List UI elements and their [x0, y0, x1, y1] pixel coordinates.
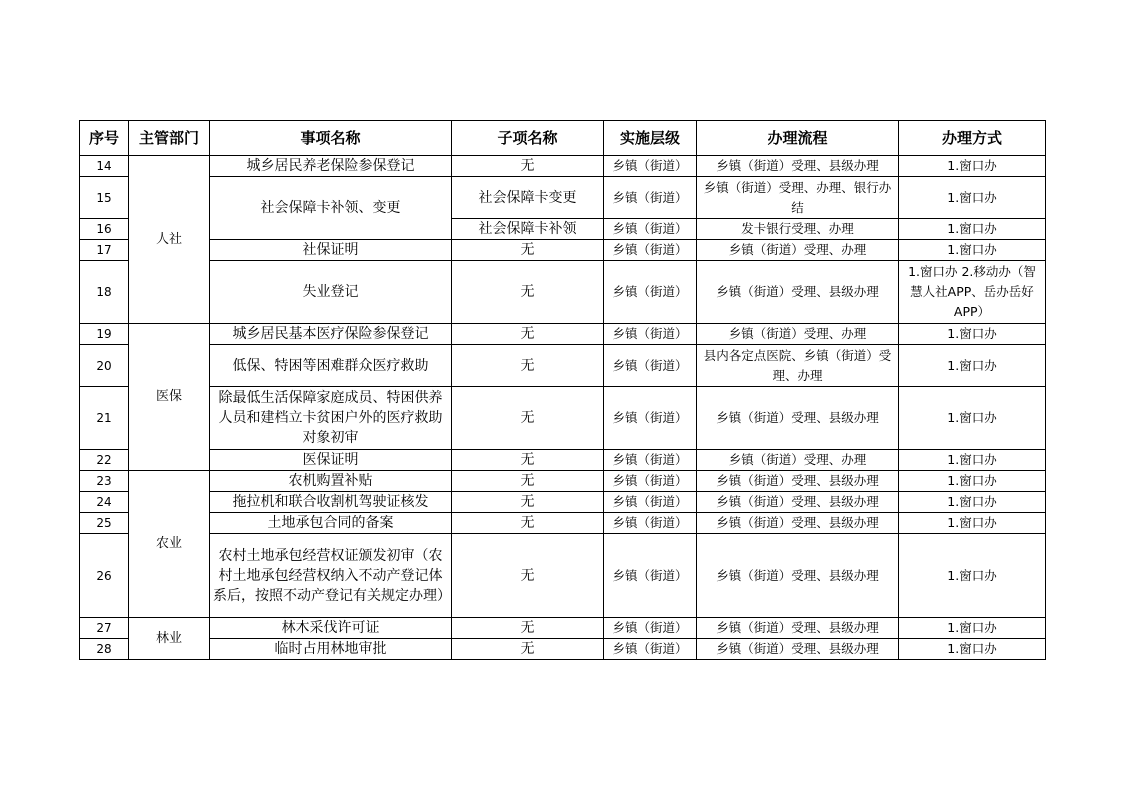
table-row [80, 156, 1046, 177]
row-seq: 24 [80, 492, 129, 513]
row-sub: 无 [452, 639, 604, 660]
row-level: 乡镇（街道） [604, 240, 697, 261]
row-item: 拖拉机和联合收割机驾驶证核发 [210, 492, 452, 513]
row-sub: 无 [452, 156, 604, 177]
row-mode: 1.窗口办 [899, 345, 1046, 387]
row-sub: 无 [452, 345, 604, 387]
row-level: 乡镇（街道） [604, 177, 697, 219]
header-item: 事项名称 [210, 121, 452, 156]
row-flow: 乡镇（街道）受理、县级办理 [697, 534, 899, 618]
table-row [80, 513, 1046, 534]
row-mode: 1.窗口办 [899, 450, 1046, 471]
row-seq: 28 [80, 639, 129, 660]
header-dept: 主管部门 [129, 121, 210, 156]
row-seq: 22 [80, 450, 129, 471]
row-mode: 1.窗口办 [899, 156, 1046, 177]
dept-cell: 医保 [129, 324, 210, 471]
row-item: 城乡居民养老保险参保登记 [210, 156, 452, 177]
row-level: 乡镇（街道） [604, 387, 697, 450]
row-mode: 1.窗口办 [899, 513, 1046, 534]
row-level: 乡镇（街道） [604, 219, 697, 240]
row-flow: 乡镇（街道）受理、办理、银行办结 [697, 177, 899, 219]
header-seq: 序号 [80, 121, 129, 156]
row-mode: 1.窗口办 [899, 387, 1046, 450]
row-level: 乡镇（街道） [604, 471, 697, 492]
row-seq: 19 [80, 324, 129, 345]
row-seq: 16 [80, 219, 129, 240]
row-level: 乡镇（街道） [604, 513, 697, 534]
row-level: 乡镇（街道） [604, 618, 697, 639]
row-flow: 乡镇（街道）受理、县级办理 [697, 471, 899, 492]
row-seq: 14 [80, 156, 129, 177]
table-row [80, 471, 1046, 492]
table-row [80, 261, 1046, 324]
header-mode: 办理方式 [899, 121, 1046, 156]
row-mode: 1.窗口办 [899, 534, 1046, 618]
row-flow: 乡镇（街道）受理、办理 [697, 240, 899, 261]
row-seq: 27 [80, 618, 129, 639]
row-flow: 乡镇（街道）受理、办理 [697, 324, 899, 345]
row-seq: 20 [80, 345, 129, 387]
row-item: 城乡居民基本医疗保险参保登记 [210, 324, 452, 345]
row-flow: 乡镇（街道）受理、县级办理 [697, 513, 899, 534]
row-mode: 1.窗口办 [899, 618, 1046, 639]
row-mode: 1.窗口办 [899, 492, 1046, 513]
row-sub: 无 [452, 534, 604, 618]
table-row [80, 618, 1046, 639]
row-flow: 乡镇（街道）受理、县级办理 [697, 387, 899, 450]
table-row [80, 492, 1046, 513]
table-row [80, 387, 1046, 450]
row-mode: 1.窗口办 [899, 219, 1046, 240]
row-seq: 23 [80, 471, 129, 492]
row-level: 乡镇（街道） [604, 261, 697, 324]
row-flow: 乡镇（街道）受理、办理 [697, 450, 899, 471]
header-flow: 办理流程 [697, 121, 899, 156]
row-flow: 乡镇（街道）受理、县级办理 [697, 156, 899, 177]
row-item: 低保、特困等困难群众医疗救助 [210, 345, 452, 387]
row-sub: 社会保障卡变更 [452, 177, 604, 219]
row-seq: 21 [80, 387, 129, 450]
row-mode: 1.窗口办 [899, 240, 1046, 261]
row-level: 乡镇（街道） [604, 534, 697, 618]
table-row [80, 639, 1046, 660]
row-mode: 1.窗口办 [899, 639, 1046, 660]
row-sub: 无 [452, 513, 604, 534]
row-sub: 无 [452, 471, 604, 492]
row-item: 农村土地承包经营权证颁发初审（农村土地承包经营权纳入不动产登记体系后，按照不动产登记有关规定办理） [210, 534, 452, 618]
row-item: 临时占用林地审批 [210, 639, 452, 660]
row-item: 社保证明 [210, 240, 452, 261]
table-row [80, 450, 1046, 471]
table-row [80, 345, 1046, 387]
row-mode: 1.窗口办 [899, 471, 1046, 492]
dept-cell: 人社 [129, 156, 210, 324]
row-sub: 社会保障卡补领 [452, 219, 604, 240]
row-level: 乡镇（街道） [604, 450, 697, 471]
row-seq: 26 [80, 534, 129, 618]
row-item: 林木采伐许可证 [210, 618, 452, 639]
row-sub: 无 [452, 324, 604, 345]
row-seq: 15 [80, 177, 129, 219]
row-sub: 无 [452, 492, 604, 513]
row-sub: 无 [452, 387, 604, 450]
row-item: 社会保障卡补领、变更 [210, 177, 452, 240]
table-row [80, 177, 1046, 219]
row-flow: 乡镇（街道）受理、县级办理 [697, 639, 899, 660]
row-flow: 乡镇（街道）受理、县级办理 [697, 261, 899, 324]
row-sub: 无 [452, 618, 604, 639]
row-sub: 无 [452, 240, 604, 261]
row-item: 失业登记 [210, 261, 452, 324]
row-seq: 18 [80, 261, 129, 324]
table-row [80, 240, 1046, 261]
row-mode: 1.窗口办 [899, 177, 1046, 219]
row-sub: 无 [452, 261, 604, 324]
row-item: 农机购置补贴 [210, 471, 452, 492]
dept-cell: 林业 [129, 618, 210, 660]
header-level: 实施层级 [604, 121, 697, 156]
row-item: 除最低生活保障家庭成员、特困供养人员和建档立卡贫困户外的医疗救助对象初审 [210, 387, 452, 450]
row-level: 乡镇（街道） [604, 345, 697, 387]
row-sub: 无 [452, 450, 604, 471]
row-mode: 1.窗口办 2.移动办（智慧人社APP、岳办岳好APP） [899, 261, 1046, 324]
service-items-table [79, 120, 1046, 660]
row-seq: 25 [80, 513, 129, 534]
dept-cell: 农业 [129, 471, 210, 618]
row-level: 乡镇（街道） [604, 639, 697, 660]
table-row [80, 324, 1046, 345]
row-item: 医保证明 [210, 450, 452, 471]
table-row [80, 534, 1046, 618]
row-flow: 县内各定点医院、乡镇（街道）受理、办理 [697, 345, 899, 387]
table-header-row [80, 121, 1046, 156]
row-item: 土地承包合同的备案 [210, 513, 452, 534]
row-level: 乡镇（街道） [604, 324, 697, 345]
row-level: 乡镇（街道） [604, 156, 697, 177]
row-flow: 乡镇（街道）受理、县级办理 [697, 492, 899, 513]
row-seq: 17 [80, 240, 129, 261]
row-flow: 乡镇（街道）受理、县级办理 [697, 618, 899, 639]
row-mode: 1.窗口办 [899, 324, 1046, 345]
row-level: 乡镇（街道） [604, 492, 697, 513]
row-flow: 发卡银行受理、办理 [697, 219, 899, 240]
header-sub: 子项名称 [452, 121, 604, 156]
